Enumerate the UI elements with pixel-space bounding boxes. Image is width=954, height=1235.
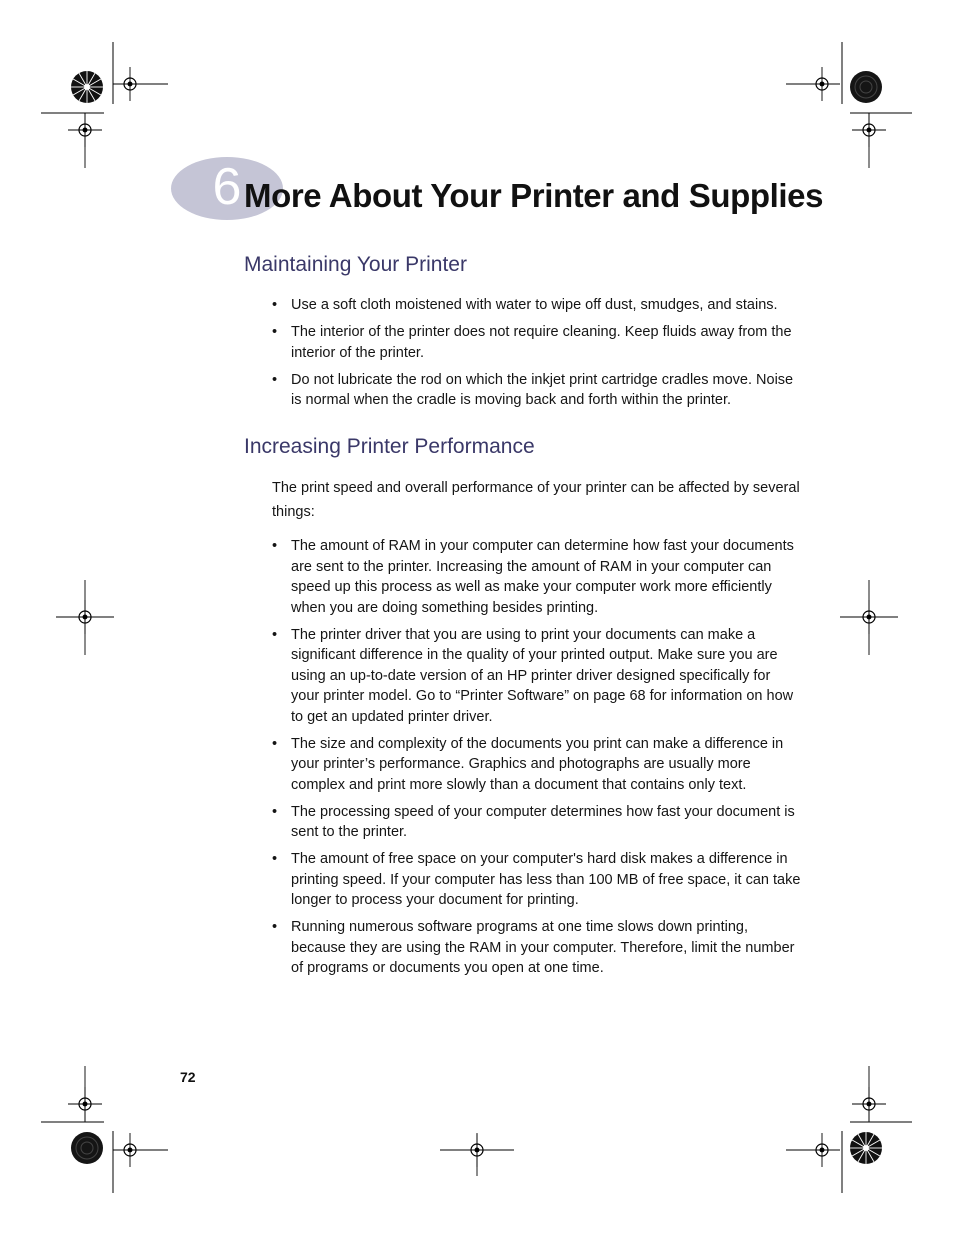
list-item <box>272 625 802 728</box>
chapter-title: More About Your Printer and Supplies <box>244 177 824 214</box>
section-heading-performance: Increasing Printer Performance <box>244 435 535 458</box>
performance-bullet-list <box>272 536 802 979</box>
chapter-number: 6 <box>212 158 242 216</box>
list-item <box>272 295 802 316</box>
list-item <box>272 734 802 796</box>
list-item <box>272 536 802 618</box>
bullet-icon: • <box>272 371 278 388</box>
list-item <box>272 917 802 979</box>
bullet-icon: • <box>272 538 278 554</box>
list-item-text: Use a soft cloth moistened with water to wipe off dust, smudges, and stains. <box>291 297 778 313</box>
section-heading-maintaining: Maintaining Your Printer <box>244 253 467 276</box>
list-item <box>272 849 802 911</box>
bullet-icon: • <box>272 919 278 935</box>
bullet-icon: • <box>272 803 278 820</box>
list-item-text: The size and complexity of the documents you print can make a difference in your printer’s performance. Graphics and photographs are usually more complex and print more slowly than a document that contains only text. <box>291 735 784 793</box>
bullet-icon: • <box>272 297 278 313</box>
bullet-icon: • <box>272 851 278 867</box>
bullet-icon: • <box>272 324 278 340</box>
list-item <box>272 802 802 843</box>
list-item-text: Do not lubricate the rod on which the inkjet print cartridge cradles move. Noise is normal when the cradle is moving back and forth within the printer. <box>291 371 794 408</box>
list-item-text: The amount of free space on your computer's hard disk makes a difference in printing speed. If your computer has less than 100 MB of free space, it can take longer to process your document for printing. <box>291 851 801 908</box>
maintaining-bullet-list <box>272 295 802 411</box>
performance-intro: The print speed and overall performance of your printer can be affected by several things: <box>272 480 800 520</box>
list-item <box>272 322 802 363</box>
list-item-text: The interior of the printer does not require cleaning. Keep fluids away from the interior of the printer. <box>291 324 792 361</box>
bullet-icon: • <box>272 626 278 643</box>
list-item-text: The processing speed of your computer determines how fast your document is sent to the printer. <box>291 803 795 840</box>
list-item <box>272 370 802 411</box>
list-item-text: The amount of RAM in your computer can determine how fast your documents are sent to the printer. Increasing the amount of RAM in your computer can speed up this process as well as make your computer work more efficiently when you are doing something besides printing. <box>291 538 794 616</box>
list-item-text: The printer driver that you are using to print your documents can make a significant difference in the quality of your printed output. Make sure you are using an up-to-date version of an HP printer driver designed specifically for your printer model. Go to “Printer Software” on page 68 for information on how to get an updated printer driver. <box>291 626 794 725</box>
list-item-text: Running numerous software programs at one time slows down printing, because they are using the RAM in your computer. Therefore, limit the number of programs or documents you open at one time. <box>291 919 795 976</box>
page-number: 72 <box>180 1069 196 1085</box>
bullet-icon: • <box>272 735 278 752</box>
